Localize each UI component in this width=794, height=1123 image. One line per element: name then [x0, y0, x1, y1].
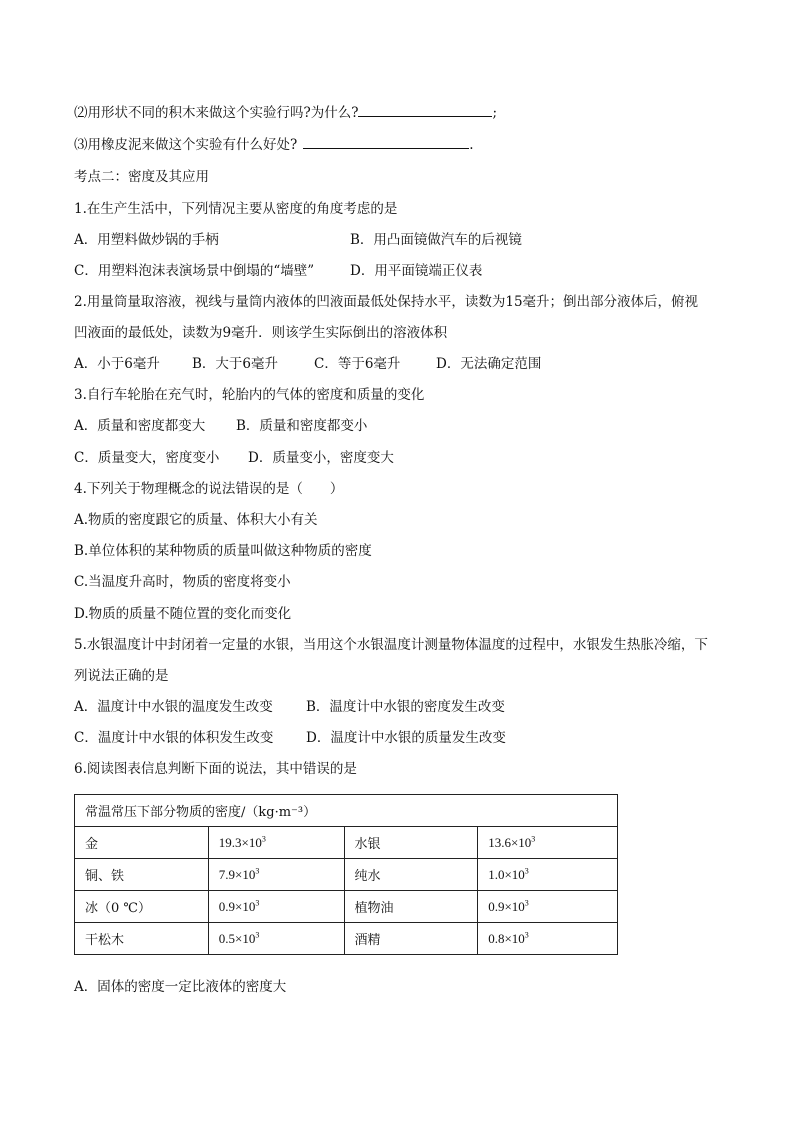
option-d[interactable]: D．用平面镜端正仪表	[350, 263, 483, 279]
option-a[interactable]: A．用塑料做炒锅的手柄	[74, 232, 219, 248]
table-row	[75, 923, 618, 955]
substance-cell: 冰（0 ℃）	[75, 891, 209, 923]
density-cell: $0.9\times 10^3$	[478, 891, 618, 923]
substance-cell: 纯水	[344, 859, 478, 891]
option-c[interactable]: C．等于6毫升	[314, 356, 401, 372]
option-b[interactable]: B.单位体积的某种物质的质量叫做这种物质的密度	[74, 543, 372, 559]
question-1-options-row2	[74, 262, 482, 280]
question-6-stem: 6.阅读图表信息判断下面的说法，其中错误的是	[74, 761, 357, 777]
question-2-stem-line1: 2.用量筒量取溶液，视线与量筒内液体的凹液面最低处保持水平，读数为15毫升；倒出部分液体后，俯视	[74, 294, 699, 310]
table-header: 常温常压下部分物质的密度/（kg·m⁻³）	[75, 795, 618, 827]
option-a[interactable]: A．温度计中水银的温度发生改变	[74, 699, 273, 715]
question-3-stem: 3.自行车轮胎在充气时，轮胎内的气体的密度和质量的变化	[74, 387, 425, 403]
density-table	[74, 794, 618, 955]
table-row	[75, 891, 618, 923]
option-c[interactable]: C.当温度升高时，物质的密度将变小	[74, 574, 291, 590]
answer-blank-3[interactable]	[303, 136, 469, 149]
punctuation: .	[469, 137, 474, 153]
option-b[interactable]: B．质量和密度都变小	[236, 418, 368, 434]
option-d[interactable]: D．无法确定范围	[436, 356, 542, 372]
density-cell: $1.0\times 10^3$	[478, 859, 618, 891]
section-heading: 考点二：密度及其应用	[74, 169, 209, 185]
question-5-stem-line1: 5.水银温度计中封闭着一定量的水银，当用这个水银温度计测量物体温度的过程中，水银发生热胀冷缩，下	[74, 637, 708, 653]
subquestion-3-text: ⑶用橡皮泥来做这个实验有什么好处?	[74, 137, 298, 153]
question-2-stem-line2: 凹液面的最低处，读数为9毫升．则该学生实际倒出的溶液体积	[74, 325, 448, 341]
substance-cell: 水银	[344, 827, 478, 859]
question-5-options-row1	[74, 698, 505, 716]
density-cell: $0.9\times 10^3$	[208, 891, 344, 923]
substance-cell: 酒精	[344, 923, 478, 955]
question-1-options-row1	[74, 231, 522, 249]
option-c[interactable]: C．温度计中水银的体积发生改变	[74, 730, 274, 746]
question-2-options	[74, 355, 541, 373]
density-cell: $19.3\times 10^3$	[208, 827, 344, 859]
option-a[interactable]: A．小于6毫升	[74, 356, 160, 372]
density-cell: $0.8\times 10^3$	[478, 923, 618, 955]
option-a[interactable]: A.物质的密度跟它的质量、体积大小有关	[74, 512, 318, 528]
substance-cell: 植物油	[344, 891, 478, 923]
option-d[interactable]: D.物质的质量不随位置的变化而变化	[74, 606, 292, 622]
option-a[interactable]: A．质量和密度都变大	[74, 418, 206, 434]
punctuation: ;	[492, 105, 498, 121]
table-header-row	[75, 795, 618, 827]
option-d[interactable]: D．质量变小，密度变大	[248, 450, 394, 466]
option-c[interactable]: C．用塑料泡沫表演场景中倒塌的“墙壁”	[74, 263, 315, 279]
density-cell: $7.9\times 10^3$	[208, 859, 344, 891]
substance-cell: 金	[75, 827, 209, 859]
subquestion-3	[74, 136, 474, 154]
subquestion-2-text: ⑵用形状不同的积木来做这个实验行吗?为什么?	[74, 105, 359, 121]
question-3-options-row2	[74, 449, 394, 467]
table-row	[75, 859, 618, 891]
question-5-options-row2	[74, 729, 506, 747]
question-1-stem: 1.在生产生活中，下列情况主要从密度的角度考虑的是	[74, 201, 398, 217]
question-4-stem: 4.下列关于物理概念的说法错误的是（ ）	[74, 481, 344, 497]
option-c[interactable]: C．质量变大，密度变小	[74, 450, 220, 466]
subquestion-2	[74, 104, 497, 122]
substance-cell: 干松木	[75, 923, 209, 955]
density-cell: $0.5\times 10^3$	[208, 923, 344, 955]
question-3-options-row1	[74, 417, 367, 435]
question-5-stem-line2: 列说法正确的是	[74, 668, 169, 684]
option-d[interactable]: D．温度计中水银的质量发生改变	[306, 730, 506, 746]
table-row	[75, 827, 618, 859]
option-b[interactable]: B．温度计中水银的密度发生改变	[306, 699, 505, 715]
option-b[interactable]: B．大于6毫升	[192, 356, 279, 372]
question-6-option-a[interactable]: A．固体的密度一定比液体的密度大	[74, 979, 287, 995]
density-cell: $13.6\times 10^3$	[478, 827, 618, 859]
option-b[interactable]: B．用凸面镜做汽车的后视镜	[350, 232, 522, 248]
substance-cell: 铜、铁	[75, 859, 209, 891]
answer-blank-2[interactable]	[358, 104, 492, 117]
